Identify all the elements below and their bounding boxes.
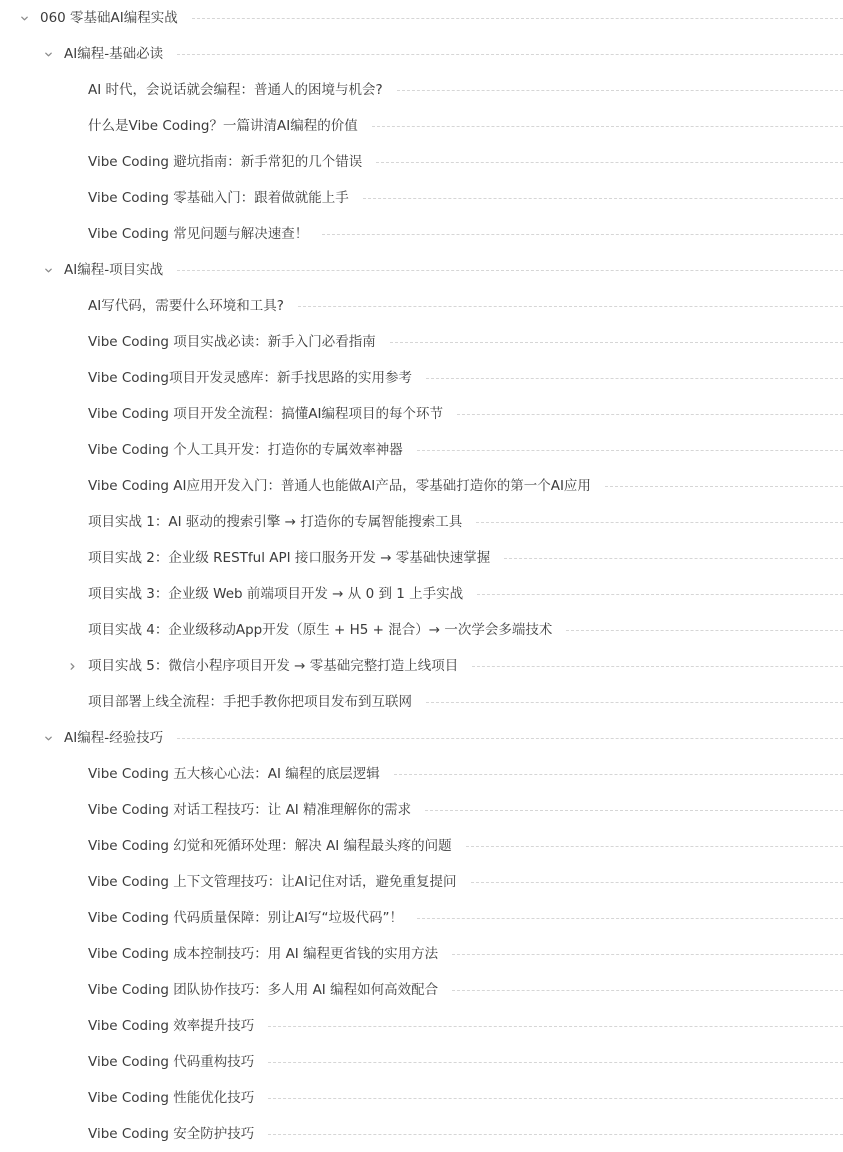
toc-item[interactable] <box>0 576 843 612</box>
toc-item[interactable] <box>0 72 843 108</box>
toc-section[interactable] <box>0 720 843 756</box>
dotted-leader <box>417 918 843 919</box>
dotted-leader <box>177 54 843 55</box>
toc-item[interactable] <box>0 180 843 216</box>
toc-item[interactable] <box>0 648 843 684</box>
toc-item-label[interactable]: Vibe Coding 零基础入门：跟着做就能上手 <box>88 190 349 206</box>
dotted-leader <box>426 378 843 379</box>
dotted-leader <box>426 702 843 703</box>
toc-item[interactable] <box>0 756 843 792</box>
toc-item-label[interactable]: Vibe Coding 性能优化技巧 <box>88 1090 255 1106</box>
dotted-leader <box>268 1098 843 1099</box>
toc-item[interactable] <box>0 108 843 144</box>
dotted-leader <box>425 810 843 811</box>
toc-item-label[interactable]: Vibe Coding 成本控制技巧：用 AI 编程更省钱的实用方法 <box>88 946 439 962</box>
toc-item[interactable] <box>0 1044 843 1080</box>
toc-item-label[interactable]: Vibe Coding 效率提升技巧 <box>88 1018 255 1034</box>
dotted-leader <box>394 774 843 775</box>
dotted-leader <box>476 522 843 523</box>
toc-item[interactable] <box>0 432 843 468</box>
dotted-leader <box>477 594 843 595</box>
toc-item[interactable] <box>0 1008 843 1044</box>
toc-item[interactable] <box>0 900 843 936</box>
toc-item-label[interactable]: Vibe Coding AI应用开发入门：普通人也能做AI产品，零基础打造你的第一个AI应用 <box>88 478 591 494</box>
toc-item-label[interactable]: Vibe Coding 团队协作技巧：多人用 AI 编程如何高效配合 <box>88 982 439 998</box>
toc-item[interactable] <box>0 468 843 504</box>
toc-item-label[interactable]: Vibe Coding 代码重构技巧 <box>88 1054 255 1070</box>
dotted-leader <box>363 198 843 199</box>
chevron-right-icon[interactable] <box>62 648 82 684</box>
dotted-leader <box>177 738 843 739</box>
chevron-down-icon[interactable] <box>14 0 34 36</box>
toc-item[interactable] <box>0 324 843 360</box>
dotted-leader <box>268 1134 843 1135</box>
toc-section[interactable] <box>0 36 843 72</box>
toc-item-label[interactable]: AI写代码，需要什么环境和工具? <box>88 298 284 314</box>
dotted-leader <box>417 450 843 451</box>
toc-item-label[interactable]: Vibe Coding 避坑指南：新手常犯的几个错误 <box>88 154 363 170</box>
toc-item[interactable] <box>0 864 843 900</box>
toc-item-label[interactable]: AI 时代，会说话就会编程：普通人的困境与机会? <box>88 82 383 98</box>
toc-item-label[interactable]: Vibe Coding 五大核心心法：AI 编程的底层逻辑 <box>88 766 380 782</box>
chevron-down-icon[interactable] <box>38 36 58 72</box>
toc-item[interactable] <box>0 216 843 252</box>
toc-item-label[interactable]: Vibe Coding 项目实战必读：新手入门必看指南 <box>88 334 376 350</box>
dotted-leader <box>504 558 843 559</box>
toc-item-label[interactable]: Vibe Coding 项目开发全流程：搞懂AI编程项目的每个环节 <box>88 406 443 422</box>
toc-item-label[interactable]: AI编程-经验技巧 <box>64 730 164 746</box>
toc-item-label[interactable]: Vibe Coding 安全防护技巧 <box>88 1126 255 1142</box>
toc-item[interactable] <box>0 1080 843 1116</box>
dotted-leader <box>566 630 843 631</box>
toc-item-label[interactable]: Vibe Coding 常见问题与解决速查！ <box>88 226 309 242</box>
toc-item[interactable] <box>0 288 843 324</box>
dotted-leader <box>397 90 843 91</box>
dotted-leader <box>466 846 843 847</box>
dotted-leader <box>177 270 843 271</box>
dotted-leader <box>472 666 843 667</box>
dotted-leader <box>192 18 843 19</box>
toc-item[interactable] <box>0 1116 843 1152</box>
toc-item[interactable] <box>0 612 843 648</box>
toc-item-label[interactable]: AI编程-项目实战 <box>64 262 164 278</box>
toc-item-label[interactable]: 060 零基础AI编程实战 <box>40 10 178 26</box>
dotted-leader <box>457 414 843 415</box>
toc-item[interactable] <box>0 684 843 720</box>
toc-item[interactable] <box>0 828 843 864</box>
toc-item-label[interactable]: 项目实战 2：企业级 RESTful API 接口服务开发 → 零基础快速掌握 <box>88 550 491 566</box>
dotted-leader <box>452 954 843 955</box>
toc-item-label[interactable]: 项目实战 1：AI 驱动的搜索引擎 → 打造你的专属智能搜索工具 <box>88 514 463 530</box>
toc-item[interactable] <box>0 540 843 576</box>
toc-item-label[interactable]: AI编程-基础必读 <box>64 46 164 62</box>
toc-item-label[interactable]: Vibe Coding 上下文管理技巧：让AI记住对话，避免重复提问 <box>88 874 457 890</box>
dotted-leader <box>452 990 843 991</box>
toc-item-label[interactable]: Vibe Coding 代码质量保障：别让AI写“垃圾代码”！ <box>88 910 403 926</box>
dotted-leader <box>372 126 843 127</box>
dotted-leader <box>376 162 843 163</box>
toc-root[interactable] <box>0 0 843 36</box>
toc-item[interactable] <box>0 792 843 828</box>
dotted-leader <box>322 234 843 235</box>
toc-item[interactable] <box>0 144 843 180</box>
toc-item[interactable] <box>0 972 843 1008</box>
dotted-leader <box>298 306 843 307</box>
chevron-down-icon[interactable] <box>38 720 58 756</box>
toc-item[interactable] <box>0 504 843 540</box>
chevron-down-icon[interactable] <box>38 252 58 288</box>
toc-item-label[interactable]: 项目部署上线全流程：手把手教你把项目发布到互联网 <box>88 694 412 710</box>
toc-item-label[interactable]: 项目实战 3：企业级 Web 前端项目开发 → 从 0 到 1 上手实战 <box>88 586 464 602</box>
toc-item-label[interactable]: Vibe Coding 个人工具开发：打造你的专属效率神器 <box>88 442 403 458</box>
dotted-leader <box>390 342 843 343</box>
toc-item-label[interactable]: Vibe Coding项目开发灵感库：新手找思路的实用参考 <box>88 370 412 386</box>
toc-item-label[interactable]: 项目实战 5：微信小程序项目开发 → 零基础完整打造上线项目 <box>88 658 459 674</box>
toc-item-label[interactable]: Vibe Coding 幻觉和死循环处理：解决 AI 编程最头疼的问题 <box>88 838 452 854</box>
toc-item-label[interactable]: Vibe Coding 对话工程技巧：让 AI 精准理解你的需求 <box>88 802 412 818</box>
toc-item[interactable] <box>0 360 843 396</box>
toc-item[interactable] <box>0 936 843 972</box>
dotted-leader <box>471 882 843 883</box>
toc-item[interactable] <box>0 396 843 432</box>
dotted-leader <box>605 486 843 487</box>
dotted-leader <box>268 1062 843 1063</box>
toc-item-label[interactable]: 项目实战 4：企业级移动App开发（原生 + H5 + 混合）→ 一次学会多端技术 <box>88 622 553 638</box>
dotted-leader <box>268 1026 843 1027</box>
toc-item-label[interactable]: 什么是Vibe Coding？一篇讲清AI编程的价值 <box>88 118 358 134</box>
toc-section[interactable] <box>0 252 843 288</box>
